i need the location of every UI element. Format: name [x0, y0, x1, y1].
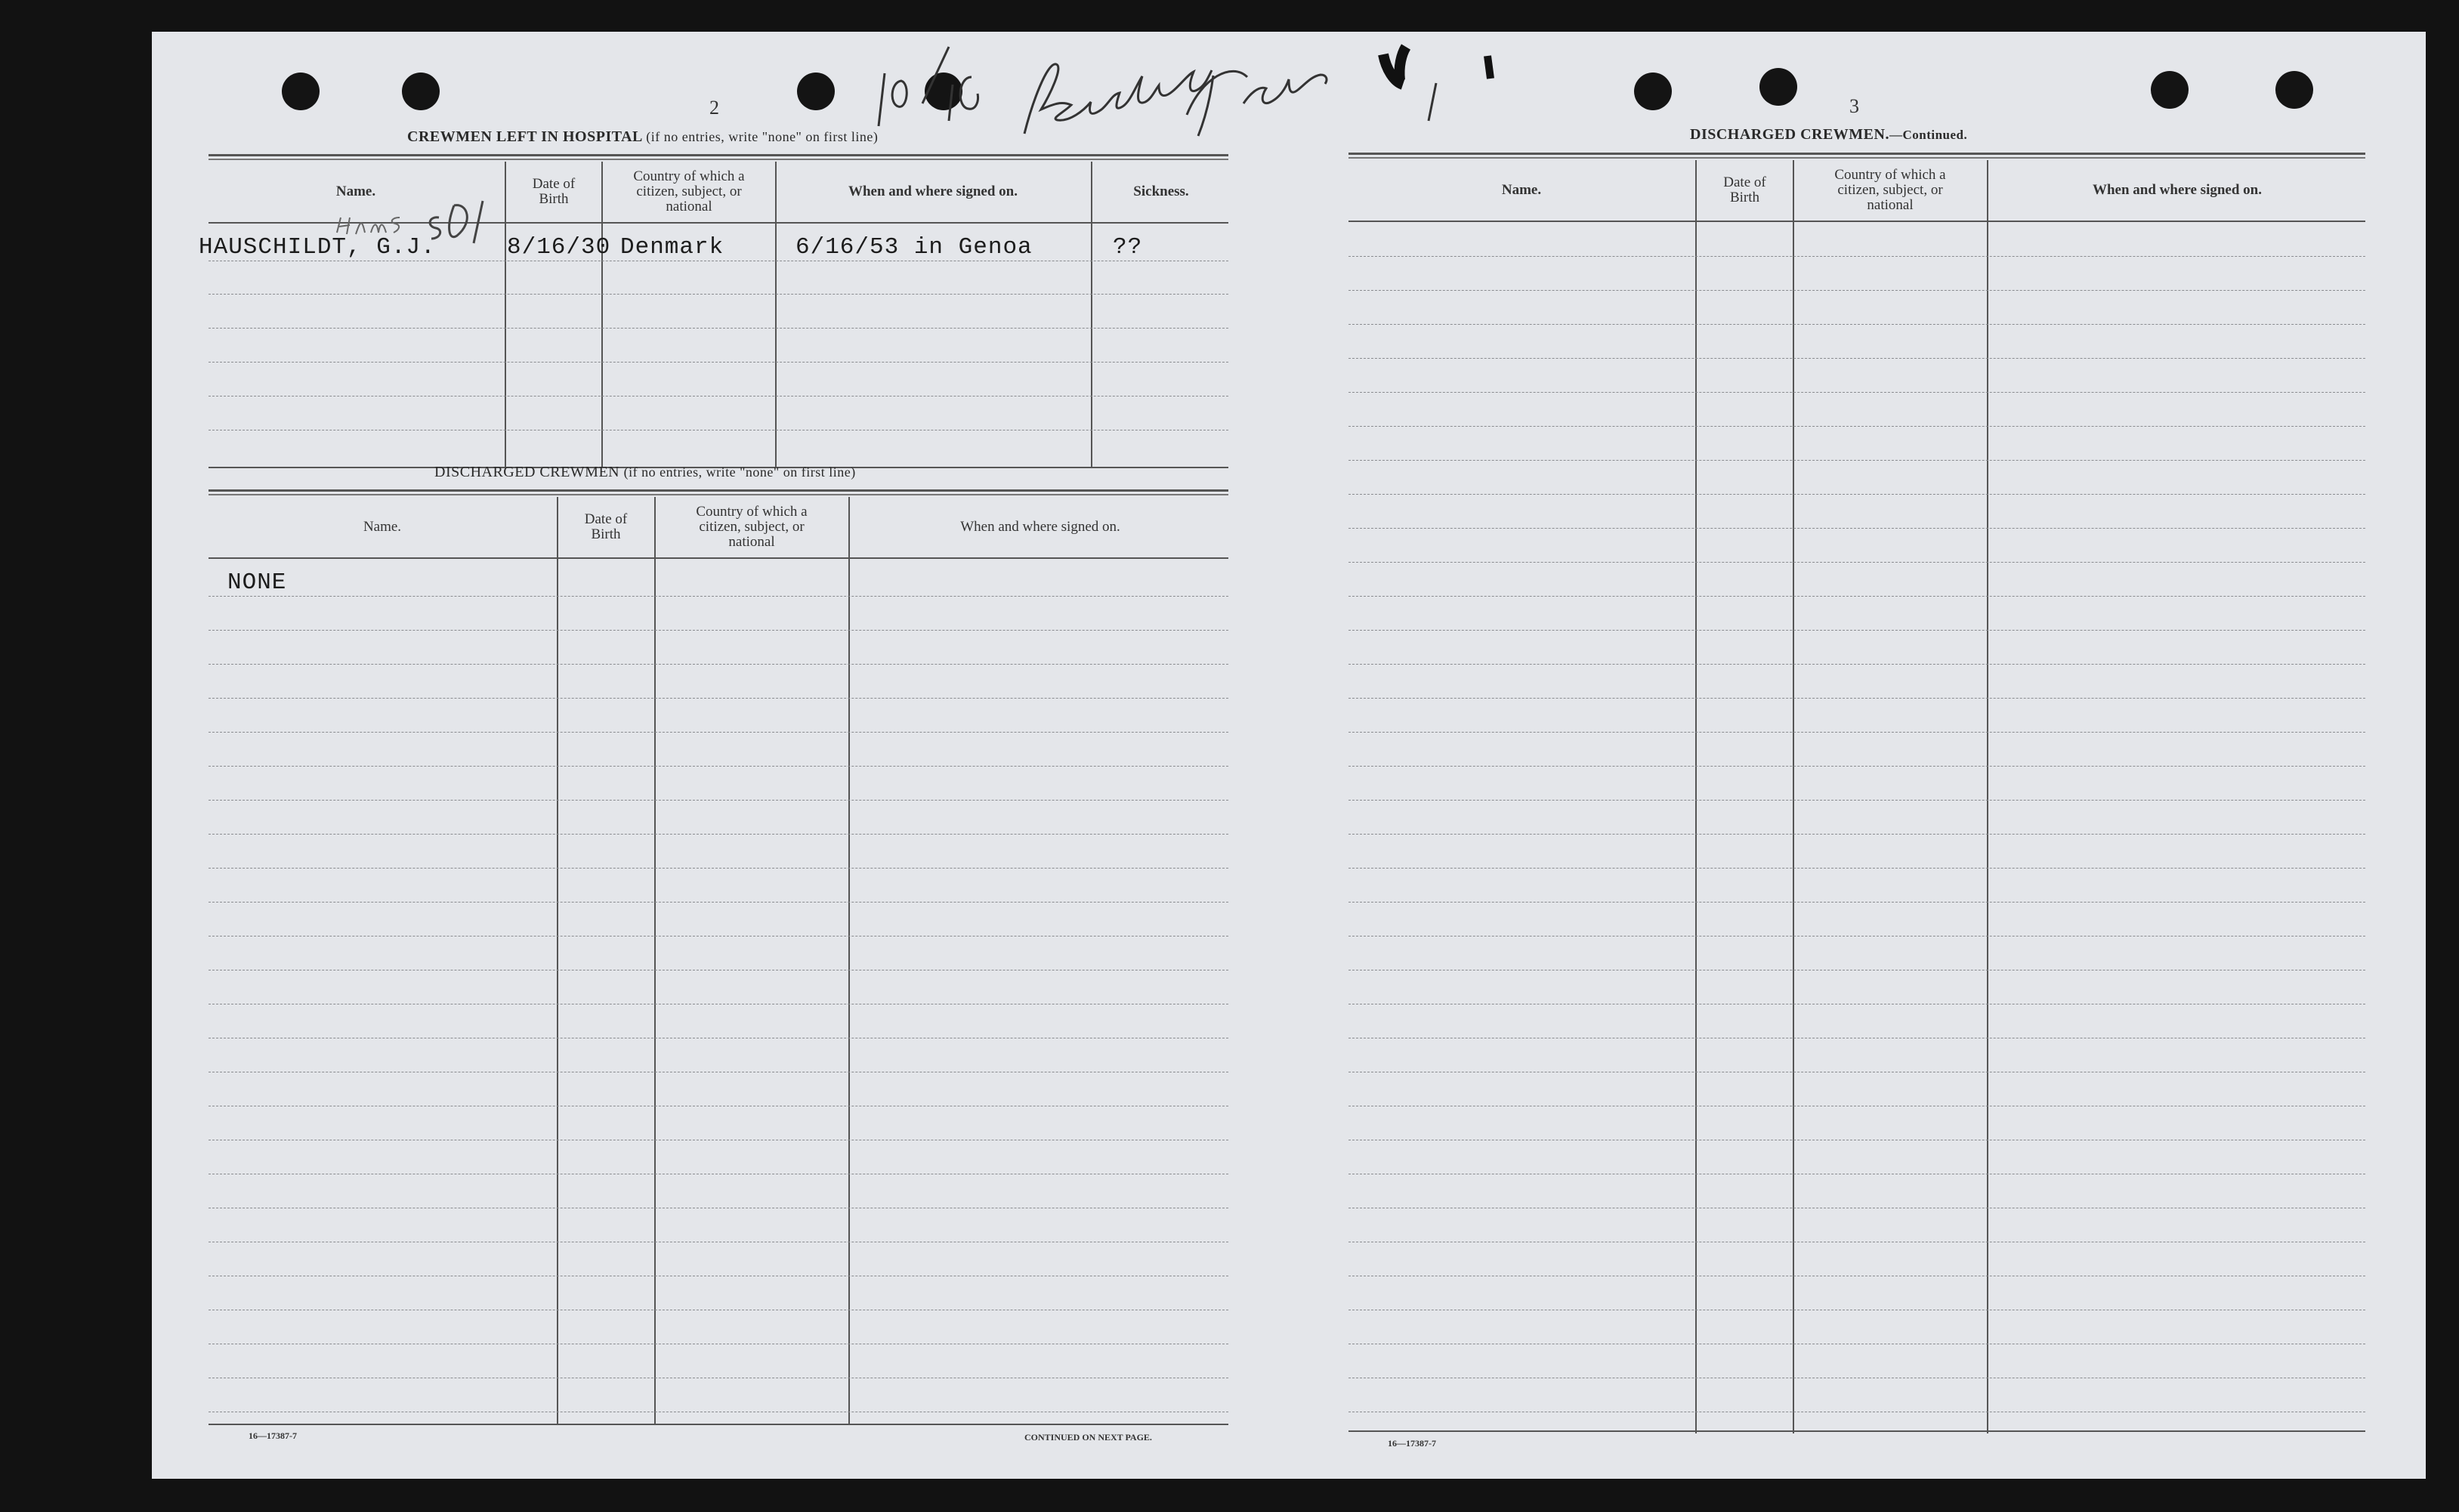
continued-title-note: —Continued.	[1889, 128, 1968, 142]
col-divider	[1695, 160, 1697, 1433]
continued-header-name: Name.	[1501, 182, 1542, 198]
discharged-header-dob: Date of Birth	[584, 511, 628, 542]
ruled-line	[209, 834, 1228, 835]
hospital-row-signed: 6/16/53 in Genoa	[795, 234, 1033, 261]
continued-header-signed: When and where signed on.	[2092, 182, 2262, 198]
ruled-line	[1348, 698, 2365, 699]
discharged-title	[434, 464, 856, 481]
continued-header-country: Country of which a citizen, subject, or national	[1834, 167, 1946, 213]
ruled-line	[1348, 800, 2365, 801]
ruled-line	[1348, 630, 2365, 631]
hospital-row-country: Denmark	[620, 234, 724, 261]
hospital-row-dob: 8/16/30	[507, 234, 611, 261]
discharged-header-rule	[209, 557, 1228, 559]
page-number-right: 3	[1849, 95, 1859, 117]
ruled-line	[1348, 528, 2365, 529]
ruled-line	[1348, 766, 2365, 767]
continued-header-dob: Date of Birth	[1723, 174, 1766, 205]
hospital-header-sickness: Sickness.	[1133, 184, 1189, 199]
ruled-line	[209, 766, 1228, 767]
discharged-header-signed: When and where signed on.	[960, 519, 1120, 535]
ruled-line	[1348, 664, 2365, 665]
hospital-title-main: CREWMEN LEFT IN HOSPITAL	[407, 128, 642, 145]
ruled-line	[1348, 834, 2365, 835]
ruled-line	[209, 698, 1228, 699]
ruled-line	[209, 362, 1228, 363]
hospital-header-signed: When and where signed on.	[848, 184, 1018, 199]
ruled-line	[1348, 256, 2365, 257]
hospital-top-rule	[209, 154, 1228, 160]
ruled-line	[209, 868, 1228, 869]
ruled-line	[209, 936, 1228, 937]
form-number-left: 16—17387-7	[249, 1430, 297, 1441]
discharged-bottom-rule	[209, 1424, 1228, 1425]
col-divider	[775, 162, 777, 468]
hospital-header-country: Country of which a citizen, subject, or national	[633, 168, 745, 214]
col-divider	[557, 497, 558, 1424]
ruled-line	[1348, 596, 2365, 597]
ruled-line	[1348, 732, 2365, 733]
discharged-title-note: (if no entries, write "none" on first line)	[623, 464, 856, 480]
col-divider	[1793, 160, 1794, 1433]
continued-title-main: DISCHARGED CREWMEN.	[1690, 126, 1889, 143]
ruled-line	[1348, 494, 2365, 495]
ruled-line	[209, 328, 1228, 329]
ruled-line	[1348, 868, 2365, 869]
discharged-header-name: Name.	[363, 519, 402, 535]
hospital-title	[407, 128, 878, 146]
ruled-line	[1348, 358, 2365, 359]
form-sheet	[152, 32, 2426, 1479]
ruled-line	[1348, 426, 2365, 427]
ruled-line	[1348, 902, 2365, 903]
hospital-title-note: (if no entries, write "none" on first line)	[646, 129, 879, 144]
punch-hole	[797, 73, 835, 110]
col-divider	[1987, 160, 1988, 1433]
ruled-line	[209, 732, 1228, 733]
ruled-line	[1348, 460, 2365, 461]
punch-hole	[402, 73, 440, 110]
ruled-line	[1348, 936, 2365, 937]
ruled-line	[1348, 290, 2365, 291]
hospital-row-name: HAUSCHILDT, G.J.	[199, 234, 436, 261]
punch-hole	[1759, 68, 1797, 106]
col-divider	[1091, 162, 1092, 468]
form-number-right: 16—17387-7	[1388, 1438, 1436, 1449]
ruled-line	[209, 396, 1228, 397]
continued-bottom-rule	[1348, 1430, 2365, 1432]
ruled-line	[209, 630, 1228, 631]
col-divider	[654, 497, 656, 1424]
ruled-line	[1348, 324, 2365, 325]
hospital-header-name: Name.	[335, 184, 376, 199]
discharged-row-name: NONE	[227, 569, 287, 596]
hospital-row-sickness: ??	[1113, 234, 1143, 261]
punch-hole	[2275, 71, 2313, 109]
ruled-line	[209, 664, 1228, 665]
col-divider	[601, 162, 603, 468]
ruled-line	[1348, 392, 2365, 393]
continued-header-rule	[1348, 221, 2365, 222]
discharged-header-country: Country of which a citizen, subject, or national	[696, 504, 808, 550]
ruled-line	[209, 294, 1228, 295]
hospital-header-dob: Date of Birth	[532, 176, 576, 207]
ruled-line	[209, 800, 1228, 801]
continued-top-rule	[1348, 153, 2365, 159]
ruled-line	[209, 596, 1228, 597]
punch-hole	[2151, 71, 2189, 109]
handwritten-signature	[832, 32, 1512, 145]
ruled-line	[1348, 562, 2365, 563]
col-divider	[848, 497, 850, 1424]
continued-title	[1690, 126, 1967, 143]
discharged-top-rule	[209, 489, 1228, 495]
ruled-line	[209, 902, 1228, 903]
discharged-title-main: DISCHARGED CREWMEN	[434, 464, 620, 480]
punch-hole	[1634, 73, 1672, 110]
punch-hole	[282, 73, 320, 110]
continued-note: CONTINUED ON NEXT PAGE.	[1024, 1432, 1152, 1443]
page-number-left: 2	[709, 97, 719, 119]
